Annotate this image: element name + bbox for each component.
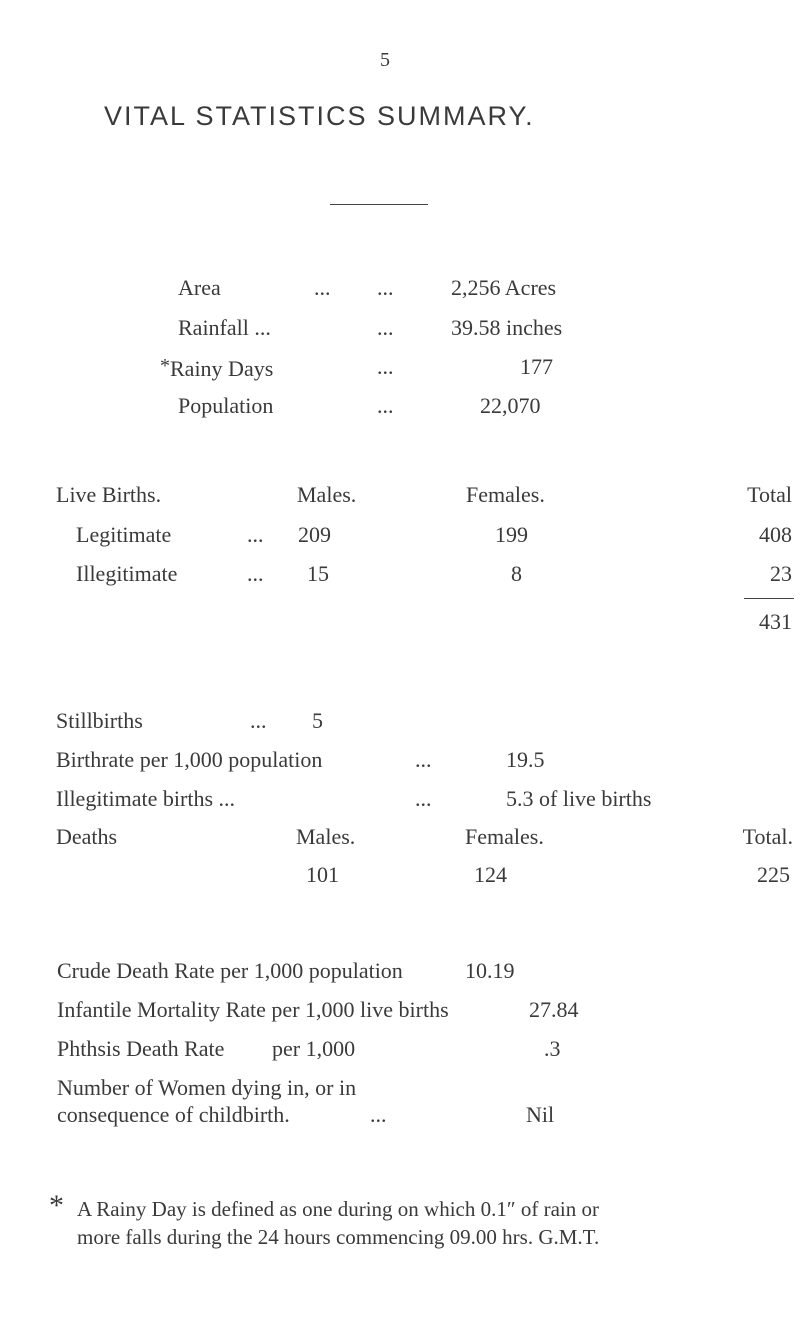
rainy-days-marker: * [160,355,170,377]
live-births-col-males: Males. [297,482,357,507]
stillbirths-label: Stillbirths [56,708,143,733]
deaths-males: 101 [306,862,339,887]
area-label: Area [178,275,221,300]
deaths-col-total: Total. [742,824,793,849]
maternal-dots: ... [370,1102,387,1127]
rainy-days-dots: ... [377,354,394,379]
rainfall-label: Rainfall ... [178,315,271,340]
stillbirths-dots: ... [250,708,267,733]
deaths-label: Deaths [56,824,118,849]
legitimate-females: 199 [495,522,528,547]
footnote-marker: * [49,1189,64,1222]
footnote-line2: more falls during the 24 hours commencing 09.00 hrs. G.M.T. [77,1225,600,1249]
stillbirths-value: 5 [312,708,323,733]
crude-death-value: 10.19 [465,958,515,983]
live-births-grand-total: 431 [759,609,792,634]
crude-death-label: Crude Death Rate per 1,000 population [57,958,403,983]
deaths-col-males: Males. [296,824,356,849]
live-births-col-females: Females. [466,482,545,507]
illegitimate-females: 8 [511,561,522,586]
footnote-line1: A Rainy Day is defined as one during on which 0.1″ of rain or [77,1197,599,1221]
legitimate-total: 408 [759,522,792,547]
title-divider [330,204,428,205]
rainy-days-value: 177 [520,354,553,379]
illegitimate-births-dots: ... [415,786,432,811]
rainy-days-label [160,353,273,382]
illegitimate-dots: ... [247,561,264,586]
rainy-days-text: Rainy Days [170,356,274,381]
population-value: 22,070 [480,393,541,418]
illegitimate-total: 23 [770,561,792,586]
legitimate-label: Legitimate [76,522,172,547]
phthisis-label: Phthsis Death Rate [57,1036,225,1061]
deaths-total: 225 [757,862,790,887]
illegitimate-males: 15 [307,561,329,586]
phthisis-per: per 1,000 [272,1036,356,1061]
area-dots: ... [314,275,331,300]
maternal-label-line1: Number of Women dying in, or in [57,1075,357,1100]
birthrate-dots: ... [415,747,432,772]
birthrate-label: Birthrate per 1,000 population [56,747,323,772]
page-number: 5 [380,49,390,71]
illegitimate-births-value: 5.3 of live births [506,786,652,811]
deaths-col-females: Females. [465,824,544,849]
infantile-label: Infantile Mortality Rate per 1,000 live births [57,997,449,1022]
page-title: VITAL STATISTICS SUMMARY. [104,101,535,131]
phthisis-value: .3 [544,1036,561,1061]
area-dots-2: ... [377,275,394,300]
live-births-col-total: Total [747,482,792,507]
population-dots: ... [377,393,394,418]
rainfall-dots: ... [377,315,394,340]
area-value: 2,256 Acres [451,275,557,300]
infantile-value: 27.84 [529,997,579,1022]
birthrate-value: 19.5 [506,747,545,772]
maternal-label-line2: consequence of childbirth. [57,1102,290,1127]
legitimate-males: 209 [298,522,331,547]
total-sum-rule [744,598,794,599]
illegitimate-births-label: Illegitimate births ... [56,786,236,811]
rainfall-value: 39.58 inches [451,315,563,340]
illegitimate-label: Illegitimate [76,561,178,586]
live-births-heading: Live Births. [56,482,162,507]
maternal-value: Nil [526,1102,555,1127]
deaths-females: 124 [474,862,507,887]
population-label: Population [178,393,274,418]
legitimate-dots: ... [247,522,264,547]
